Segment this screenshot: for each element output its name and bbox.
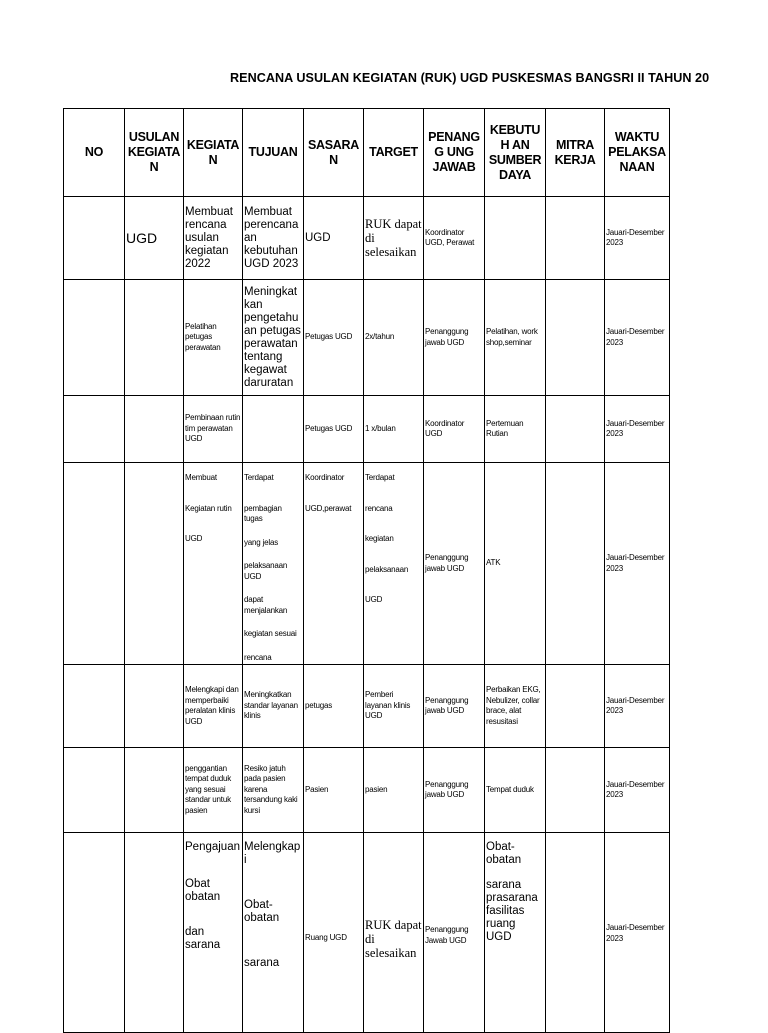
cell-no bbox=[64, 280, 125, 396]
header-row bbox=[64, 109, 670, 197]
cell-usulan bbox=[125, 833, 184, 1033]
cell-target: pasien bbox=[364, 748, 424, 833]
cell-tujuan: Resiko jatuh pada pasien karena tersandung kaki kursi bbox=[243, 748, 304, 833]
cell-mitra bbox=[546, 833, 605, 1033]
kegiatan-line: Kegiatan rutin bbox=[185, 503, 232, 513]
target-line: Terdapat bbox=[365, 473, 395, 482]
sasaran-line: UGD,perawat bbox=[305, 503, 352, 513]
table-row bbox=[64, 665, 670, 748]
kegiatan-line: Obat obatan bbox=[185, 878, 221, 903]
ruk-table bbox=[63, 108, 670, 1033]
header-waktu: WAKTU PELAKSA NAAN bbox=[605, 109, 670, 197]
cell-kegiatan: Pelatihan petugas perawatan bbox=[184, 280, 243, 396]
cell-target bbox=[364, 463, 424, 665]
document-title: RENCANA USULAN KEGIATAN (RUK) UGD PUSKESMAS BANGSRI II TAHUN 20 bbox=[230, 71, 710, 85]
cell-usulan: UGD bbox=[125, 197, 184, 280]
header-kegiatan: KEGIATAN bbox=[184, 109, 243, 197]
cell-pj: Penanggung Jawab UGD bbox=[424, 833, 485, 1033]
header-tujuan: TUJUAN bbox=[243, 109, 304, 197]
tujuan-line: sarana bbox=[244, 957, 280, 969]
kebutuhan-line: Obat-obatan bbox=[486, 841, 522, 866]
cell-pj: Penanggung jawab UGD bbox=[424, 748, 485, 833]
header-usulan: USULAN KEGIATAN bbox=[125, 109, 184, 197]
table-row bbox=[64, 463, 670, 665]
cell-no bbox=[64, 665, 125, 748]
cell-waktu: Jauari-Desember 2023 bbox=[605, 280, 670, 396]
cell-mitra bbox=[546, 197, 605, 280]
tujuan-line: Obat-obatan bbox=[244, 899, 280, 924]
header-target: TARGET bbox=[364, 109, 424, 197]
cell-pj: Penanggung jawab UGD bbox=[424, 665, 485, 748]
kegiatan-line: Membuat bbox=[185, 473, 217, 482]
cell-kebutuhan: Pertemuan Rutian bbox=[485, 396, 546, 463]
kegiatan-line: UGD bbox=[185, 534, 203, 543]
cell-kegiatan bbox=[184, 833, 243, 1033]
header-penanggung-jawab: PENANGG UNG JAWAB bbox=[424, 109, 485, 197]
cell-waktu: Jauari-Desember 2023 bbox=[605, 396, 670, 463]
cell-kegiatan bbox=[184, 463, 243, 665]
cell-tujuan: Meningkatkan pengetahuan petugas perawatan tentang kegawat daruratan bbox=[243, 280, 304, 396]
cell-kebutuhan: Perbaikan EKG, Nebulizer, collar brace, alat resusitasi bbox=[485, 665, 546, 748]
cell-pj: Koordinator UGD bbox=[424, 396, 485, 463]
header-sasaran: SASARAN bbox=[304, 109, 364, 197]
cell-kegiatan: Melengkapi dan memperbaiki peralatan klinis UGD bbox=[184, 665, 243, 748]
table-row bbox=[64, 748, 670, 833]
cell-pj: Koordinator UGD, Perawat bbox=[424, 197, 485, 280]
cell-waktu: Jauari-Desember 2023 bbox=[605, 197, 670, 280]
table-row bbox=[64, 396, 670, 463]
cell-sasaran: petugas bbox=[304, 665, 364, 748]
tujuan-line: pelaksanaan UGD bbox=[244, 561, 288, 581]
cell-waktu: Jauari-Desember 2023 bbox=[605, 463, 670, 665]
cell-sasaran bbox=[304, 463, 364, 665]
cell-tujuan bbox=[243, 833, 304, 1033]
cell-usulan bbox=[125, 396, 184, 463]
cell-sasaran: Petugas UGD bbox=[304, 396, 364, 463]
cell-mitra bbox=[546, 665, 605, 748]
cell-kegiatan: penggantian tempat duduk yang sesuai standar untuk pasien bbox=[184, 748, 243, 833]
tujuan-line: Terdapat bbox=[244, 473, 274, 482]
sasaran-line: Koordinator bbox=[305, 473, 345, 482]
target-line: pelaksanaan bbox=[365, 564, 409, 574]
cell-mitra bbox=[546, 748, 605, 833]
cell-target: Pemberi layanan klinis UGD bbox=[364, 665, 424, 748]
header-mitra: MITRA KERJA bbox=[546, 109, 605, 197]
cell-sasaran: UGD bbox=[304, 197, 364, 280]
tujuan-line: dapat menjalankan bbox=[244, 595, 288, 615]
kegiatan-line: Pengajuan bbox=[185, 841, 240, 853]
cell-no bbox=[64, 748, 125, 833]
cell-kegiatan: Membuat rencana usulan kegiatan 2022 bbox=[184, 197, 243, 280]
cell-kebutuhan: Pelatihan, work shop,seminar bbox=[485, 280, 546, 396]
cell-kebutuhan: Tempat duduk bbox=[485, 748, 546, 833]
table-row bbox=[64, 833, 670, 1033]
target-line: kegiatan bbox=[365, 534, 394, 543]
kegiatan-line: dan sarana bbox=[185, 926, 221, 951]
target-line: rencana bbox=[365, 503, 393, 513]
cell-tujuan bbox=[243, 396, 304, 463]
cell-usulan bbox=[125, 463, 184, 665]
cell-no bbox=[64, 197, 125, 280]
table-row bbox=[64, 197, 670, 280]
cell-waktu: Jauari-Desember 2023 bbox=[605, 665, 670, 748]
cell-mitra bbox=[546, 280, 605, 396]
cell-waktu: Jauari-Desember 2023 bbox=[605, 748, 670, 833]
cell-sasaran: Pasien bbox=[304, 748, 364, 833]
cell-usulan bbox=[125, 748, 184, 833]
cell-kebutuhan bbox=[485, 197, 546, 280]
cell-target: RUK dapat di selesaikan bbox=[364, 833, 424, 1033]
cell-target: 2x/tahun bbox=[364, 280, 424, 396]
tujuan-line: Melengkapi bbox=[244, 841, 301, 866]
cell-usulan bbox=[125, 665, 184, 748]
cell-kebutuhan: ATK bbox=[485, 463, 546, 665]
table-row bbox=[64, 280, 670, 396]
cell-tujuan bbox=[243, 463, 304, 665]
cell-waktu: Jauari-Desember 2023 bbox=[605, 833, 670, 1033]
cell-mitra bbox=[546, 396, 605, 463]
header-no: NO bbox=[64, 109, 125, 197]
cell-no bbox=[64, 463, 125, 665]
cell-sasaran: Petugas UGD bbox=[304, 280, 364, 396]
cell-tujuan: Meningkatkan standar layanan klinis bbox=[243, 665, 304, 748]
cell-no bbox=[64, 833, 125, 1033]
kebutuhan-line: sarana prasarana fasilitas ruang UGD bbox=[486, 879, 538, 943]
cell-usulan bbox=[125, 280, 184, 396]
header-kebutuhan: KEBUTUH AN SUMBER DAYA bbox=[485, 109, 546, 197]
tujuan-line: rencana bbox=[244, 652, 272, 662]
cell-target: 1 x/bulan bbox=[364, 396, 424, 463]
cell-kebutuhan bbox=[485, 833, 546, 1033]
cell-kegiatan: Pembinaan rutin tim perawatan UGD bbox=[184, 396, 243, 463]
cell-mitra bbox=[546, 463, 605, 665]
cell-target: RUK dapat di selesaikan bbox=[364, 197, 424, 280]
target-line: UGD bbox=[365, 595, 383, 604]
tujuan-line: pembagian tugas bbox=[244, 503, 282, 523]
cell-tujuan: Membuat perencanaan kebutuhan UGD 2023 bbox=[243, 197, 304, 280]
tujuan-line: yang jelas bbox=[244, 537, 279, 547]
cell-pj: Penanggung jawab UGD bbox=[424, 463, 485, 665]
cell-no bbox=[64, 396, 125, 463]
cell-pj: Penanggung jawab UGD bbox=[424, 280, 485, 396]
tujuan-line: kegiatan sesuai bbox=[244, 629, 297, 638]
cell-sasaran: Ruang UGD bbox=[304, 833, 364, 1033]
ruk-table-container bbox=[63, 108, 669, 969]
